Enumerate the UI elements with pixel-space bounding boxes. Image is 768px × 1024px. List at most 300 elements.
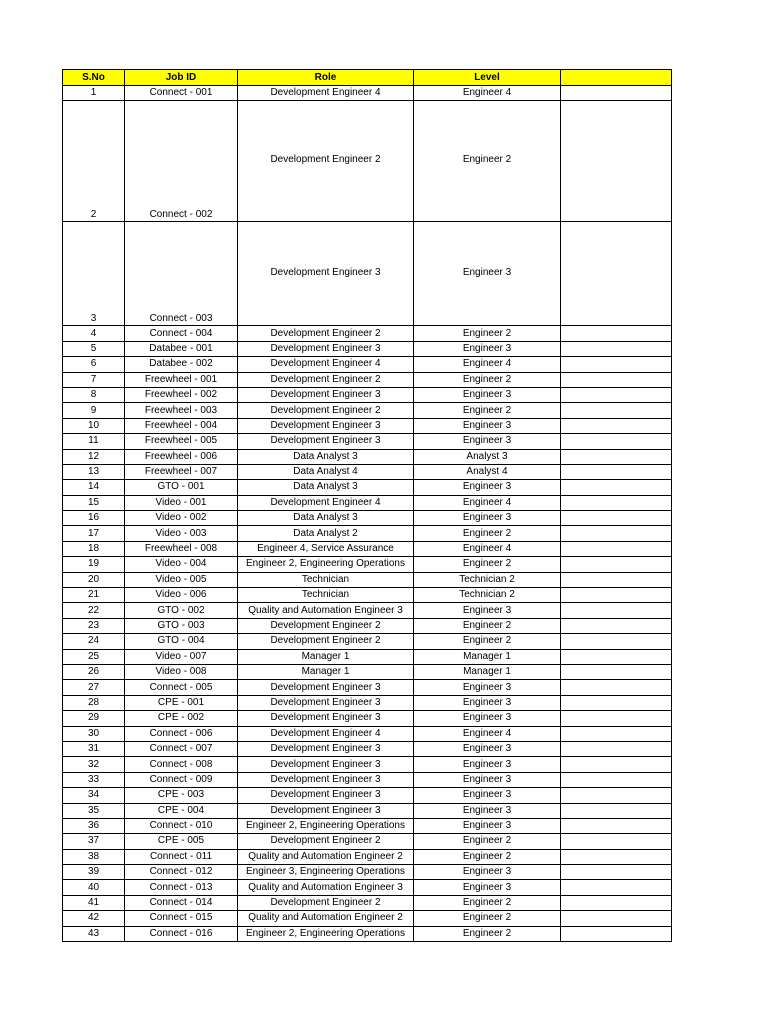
table-row xyxy=(63,101,672,222)
job-id-cell xyxy=(125,480,238,495)
table-row xyxy=(63,222,672,326)
sno-cell xyxy=(63,101,125,222)
job-id-cell xyxy=(125,541,238,556)
extra-cell xyxy=(561,495,672,510)
header-row xyxy=(63,70,672,86)
level-cell-text: Engineer 3 xyxy=(462,267,512,279)
role-cell xyxy=(238,772,414,787)
sno-cell-text: 39 xyxy=(87,866,100,878)
sno-cell-text: 15 xyxy=(87,496,100,508)
extra-cell xyxy=(561,741,672,756)
sno-cell xyxy=(63,434,125,449)
level-cell-text: Engineer 4 xyxy=(462,496,512,508)
extra-cell xyxy=(561,86,672,101)
level-cell xyxy=(414,511,561,526)
table-row xyxy=(63,757,672,772)
job-id-cell-text: GTO - 003 xyxy=(157,620,205,631)
table-row xyxy=(63,541,672,556)
job-id-cell xyxy=(125,741,238,756)
job-id-cell xyxy=(125,464,238,479)
level-cell-text: Engineer 3 xyxy=(462,804,512,816)
job-id-cell-text: Video - 008 xyxy=(155,666,207,678)
extra-cell xyxy=(561,101,672,222)
sno-cell-text: 26 xyxy=(87,666,100,678)
role-cell xyxy=(238,326,414,341)
extra-cell xyxy=(561,541,672,556)
sno-cell xyxy=(63,757,125,772)
sno-cell xyxy=(63,772,125,787)
extra-cell xyxy=(561,649,672,664)
role-cell-text: Development Engineer 4 xyxy=(270,87,381,99)
level-cell xyxy=(414,634,561,649)
extra-cell xyxy=(561,634,672,649)
job-id-cell-text: Freewheel - 008 xyxy=(144,543,218,555)
level-cell-text: Engineer 2 xyxy=(462,404,512,416)
role-cell xyxy=(238,726,414,741)
level-cell xyxy=(414,926,561,941)
sno-cell-text: 7 xyxy=(90,373,97,385)
level-cell-text: Engineer 3 xyxy=(462,881,512,893)
sno-cell xyxy=(63,726,125,741)
extra-cell xyxy=(561,418,672,433)
level-cell xyxy=(414,726,561,741)
sno-cell-text: 3 xyxy=(90,313,97,325)
sno-cell-text: 38 xyxy=(87,850,100,862)
table-row xyxy=(63,664,672,679)
sno-cell-text: 42 xyxy=(87,912,100,924)
table-row xyxy=(63,326,672,341)
sno-cell-text: 30 xyxy=(87,727,100,739)
role-cell-text: Development Engineer 2 xyxy=(270,835,381,847)
job-id-cell xyxy=(125,495,238,510)
role-cell xyxy=(238,834,414,849)
role-cell-text: Development Engineer 2 xyxy=(270,404,381,416)
sno-cell xyxy=(63,803,125,818)
job-id-cell-text: Freewheel - 004 xyxy=(144,419,218,431)
table-row xyxy=(63,86,672,101)
role-cell xyxy=(238,711,414,726)
role-cell-text: Quality and Automation Engineer 2 xyxy=(248,850,403,862)
job-id-cell xyxy=(125,911,238,926)
sno-cell xyxy=(63,86,125,101)
job-id-cell-text: Connect - 008 xyxy=(149,758,213,770)
extra-cell xyxy=(561,222,672,326)
table-row xyxy=(63,680,672,695)
job-id-cell-text: Connect - 016 xyxy=(149,927,213,939)
role-cell-text: Quality and Automation Engineer 3 xyxy=(248,604,403,616)
sno-cell xyxy=(63,588,125,603)
role-cell-text: Manager 1 xyxy=(301,650,350,662)
job-id-cell-text: Connect - 006 xyxy=(149,727,213,739)
role-cell xyxy=(238,372,414,387)
extra-cell xyxy=(561,464,672,479)
level-cell xyxy=(414,618,561,633)
job-id-cell xyxy=(125,788,238,803)
level-cell-text: Engineer 3 xyxy=(462,789,512,801)
job-id-cell xyxy=(125,926,238,941)
extra-cell xyxy=(561,387,672,402)
table-row xyxy=(63,711,672,726)
extra-cell xyxy=(561,603,672,618)
sno-cell-text: 19 xyxy=(87,558,100,570)
job-id-cell xyxy=(125,222,238,326)
level-cell xyxy=(414,588,561,603)
level-cell-text: Engineer 3 xyxy=(462,435,512,447)
level-cell-text: Engineer 3 xyxy=(462,743,512,755)
sno-cell-text: 11 xyxy=(88,435,99,447)
level-cell-text: Analyst 3 xyxy=(466,450,508,462)
role-cell-text: Technician xyxy=(301,589,350,601)
role-cell xyxy=(238,341,414,356)
level-cell xyxy=(414,757,561,772)
sno-cell xyxy=(63,741,125,756)
table-row xyxy=(63,865,672,880)
table-row xyxy=(63,357,672,372)
job-id-cell-text: Freewheel - 006 xyxy=(144,450,218,462)
job-id-cell xyxy=(125,834,238,849)
table-row xyxy=(63,818,672,833)
role-cell-text: Development Engineer 3 xyxy=(270,743,381,755)
job-id-cell-text: Video - 006 xyxy=(155,589,207,601)
sno-cell xyxy=(63,511,125,526)
role-cell xyxy=(238,603,414,618)
table-row xyxy=(63,418,672,433)
sno-cell-text: 18 xyxy=(87,543,100,555)
extra-cell xyxy=(561,403,672,418)
role-cell-text: Development Engineer 3 xyxy=(270,267,381,279)
level-cell xyxy=(414,526,561,541)
level-cell-text: Engineer 2 xyxy=(462,527,512,539)
sno-cell xyxy=(63,788,125,803)
level-cell xyxy=(414,403,561,418)
sno-cell-text: 37 xyxy=(87,835,100,847)
sno-cell-text: 10 xyxy=(87,419,100,431)
level-cell-text: Engineer 3 xyxy=(462,481,512,493)
sno-cell xyxy=(63,895,125,910)
level-cell xyxy=(414,464,561,479)
role-cell-text: Development Engineer 4 xyxy=(270,727,381,739)
job-id-cell-text: CPE - 003 xyxy=(157,789,205,801)
level-cell xyxy=(414,357,561,372)
level-cell-text: Engineer 2 xyxy=(462,927,512,939)
role-cell xyxy=(238,222,414,326)
role-cell xyxy=(238,434,414,449)
role-cell-text: Development Engineer 2 xyxy=(270,620,381,631)
role-cell-text: Data Analyst 3 xyxy=(293,481,358,493)
job-id-cell-text: Connect - 014 xyxy=(149,897,213,909)
sno-cell xyxy=(63,526,125,541)
role-cell-text: Data Analyst 3 xyxy=(293,450,358,462)
role-cell-text: Technician xyxy=(301,573,350,585)
job-id-cell xyxy=(125,434,238,449)
extra-cell xyxy=(561,926,672,941)
extra-cell xyxy=(561,511,672,526)
role-cell xyxy=(238,588,414,603)
extra-cell xyxy=(561,911,672,926)
role-cell xyxy=(238,557,414,572)
level-cell xyxy=(414,418,561,433)
table-row xyxy=(63,434,672,449)
job-id-cell xyxy=(125,849,238,864)
role-cell-text: Development Engineer 2 xyxy=(270,327,381,339)
sno-cell-text: 6 xyxy=(90,358,97,370)
extra-cell xyxy=(561,726,672,741)
table-row xyxy=(63,387,672,402)
sno-cell-text: 23 xyxy=(87,620,100,631)
level-cell xyxy=(414,541,561,556)
job-id-cell-text: Connect - 002 xyxy=(149,209,213,221)
job-id-cell xyxy=(125,772,238,787)
role-cell-text: Development Engineer 3 xyxy=(270,342,381,354)
role-cell xyxy=(238,101,414,222)
table-row xyxy=(63,557,672,572)
role-cell-text: Development Engineer 3 xyxy=(270,789,381,801)
level-cell xyxy=(414,880,561,895)
job-id-cell xyxy=(125,86,238,101)
sno-cell xyxy=(63,834,125,849)
table-row xyxy=(63,588,672,603)
sno-cell xyxy=(63,222,125,326)
table-row xyxy=(63,495,672,510)
job-id-cell xyxy=(125,649,238,664)
job-id-cell-text: Freewheel - 002 xyxy=(144,389,218,401)
level-cell-text: Engineer 2 xyxy=(462,373,512,385)
level-cell xyxy=(414,865,561,880)
role-cell xyxy=(238,541,414,556)
level-cell-text: Engineer 3 xyxy=(462,604,512,616)
job-table xyxy=(62,69,672,942)
job-id-cell-text: CPE - 002 xyxy=(157,712,205,724)
role-cell-text: Development Engineer 3 xyxy=(270,696,381,708)
table-row xyxy=(63,634,672,649)
sno-cell-text: 13 xyxy=(87,466,100,478)
extra-cell xyxy=(561,695,672,710)
level-cell xyxy=(414,449,561,464)
level-cell xyxy=(414,557,561,572)
table-row xyxy=(63,849,672,864)
level-cell-text: Engineer 3 xyxy=(462,712,512,724)
job-id-cell xyxy=(125,634,238,649)
sno-cell-text: 24 xyxy=(87,635,100,647)
table-row xyxy=(63,788,672,803)
job-id-cell-text: CPE - 004 xyxy=(157,804,205,816)
sno-cell xyxy=(63,618,125,633)
job-id-cell-text: Connect - 004 xyxy=(149,327,213,339)
role-cell-text: Data Analyst 3 xyxy=(293,512,358,524)
job-id-cell-text: Connect - 009 xyxy=(149,773,213,785)
sno-cell xyxy=(63,926,125,941)
job-id-cell xyxy=(125,695,238,710)
job-id-cell-text: Connect - 005 xyxy=(149,681,213,693)
role-cell-text: Manager 1 xyxy=(301,666,350,678)
table-row xyxy=(63,618,672,633)
role-cell-text: Development Engineer 2 xyxy=(270,897,381,909)
role-cell xyxy=(238,818,414,833)
level-cell-text: Engineer 3 xyxy=(462,681,512,693)
job-id-cell-text: Video - 001 xyxy=(155,496,207,508)
role-cell xyxy=(238,680,414,695)
job-id-cell xyxy=(125,403,238,418)
role-cell-text: Data Analyst 2 xyxy=(293,527,358,539)
table-row xyxy=(63,464,672,479)
job-id-cell-text: Databee - 002 xyxy=(149,358,213,370)
level-cell xyxy=(414,664,561,679)
role-cell-text: Engineer 2, Engineering Operations xyxy=(246,558,405,570)
sno-cell-text: 36 xyxy=(87,820,100,832)
extra-cell xyxy=(561,449,672,464)
level-cell xyxy=(414,603,561,618)
role-cell xyxy=(238,849,414,864)
job-id-cell-text: Freewheel - 001 xyxy=(144,373,218,385)
role-cell-text: Engineer 2, Engineering Operations xyxy=(246,927,405,939)
job-id-cell xyxy=(125,588,238,603)
extra-cell xyxy=(561,526,672,541)
level-cell-text: Engineer 3 xyxy=(462,820,512,832)
job-id-cell xyxy=(125,557,238,572)
sno-cell-text: 41 xyxy=(87,897,100,909)
job-id-cell-text: Connect - 001 xyxy=(149,87,213,99)
level-cell xyxy=(414,911,561,926)
sno-cell-text: 14 xyxy=(87,481,100,493)
role-cell xyxy=(238,618,414,633)
level-cell-text: Engineer 3 xyxy=(462,773,512,785)
role-cell xyxy=(238,449,414,464)
role-cell xyxy=(238,895,414,910)
job-id-cell-text: Freewheel - 007 xyxy=(144,466,218,478)
sno-cell xyxy=(63,372,125,387)
level-cell xyxy=(414,372,561,387)
level-cell-text: Engineer 2 xyxy=(462,620,512,631)
level-cell-text: Manager 1 xyxy=(463,666,511,678)
sno-cell-text: 33 xyxy=(87,773,100,785)
sno-cell-text: 12 xyxy=(87,450,100,462)
level-cell xyxy=(414,572,561,587)
extra-cell xyxy=(561,788,672,803)
extra-cell xyxy=(561,357,672,372)
sno-cell xyxy=(63,464,125,479)
role-cell xyxy=(238,741,414,756)
level-cell-text: Engineer 3 xyxy=(462,512,512,524)
table-row xyxy=(63,926,672,941)
role-cell-text: Quality and Automation Engineer 2 xyxy=(248,912,403,924)
job-id-cell xyxy=(125,895,238,910)
sno-cell-text: 27 xyxy=(87,681,100,693)
job-id-cell-text: Connect - 007 xyxy=(149,743,213,755)
role-cell-text: Development Engineer 3 xyxy=(270,435,381,447)
job-id-cell xyxy=(125,803,238,818)
role-cell xyxy=(238,664,414,679)
role-cell xyxy=(238,926,414,941)
job-id-cell xyxy=(125,526,238,541)
level-cell xyxy=(414,741,561,756)
job-id-cell xyxy=(125,865,238,880)
extra-cell xyxy=(561,803,672,818)
level-cell-text: Engineer 3 xyxy=(462,389,512,401)
level-cell-text: Technician 2 xyxy=(459,573,515,585)
level-cell xyxy=(414,480,561,495)
job-id-cell-text: Connect - 015 xyxy=(149,912,213,924)
sno-cell-text: 8 xyxy=(90,389,97,401)
job-id-cell xyxy=(125,101,238,222)
sno-cell xyxy=(63,449,125,464)
role-cell xyxy=(238,511,414,526)
extra-cell xyxy=(561,326,672,341)
role-cell xyxy=(238,695,414,710)
role-cell-text: Engineer 4, Service Assurance xyxy=(257,543,394,555)
role-cell xyxy=(238,634,414,649)
job-id-cell-text: Video - 007 xyxy=(155,650,207,662)
role-cell-text: Development Engineer 2 xyxy=(270,635,381,647)
sno-cell xyxy=(63,865,125,880)
table-row xyxy=(63,526,672,541)
sno-cell-text: 35 xyxy=(87,804,100,816)
sno-cell xyxy=(63,695,125,710)
sno-cell xyxy=(63,664,125,679)
sno-cell xyxy=(63,572,125,587)
table-row xyxy=(63,895,672,910)
sno-cell-text: 2 xyxy=(90,209,97,221)
sno-cell xyxy=(63,357,125,372)
table-row xyxy=(63,341,672,356)
level-cell xyxy=(414,788,561,803)
table-row xyxy=(63,772,672,787)
sno-cell-text: 16 xyxy=(87,512,100,524)
level-cell xyxy=(414,849,561,864)
job-id-cell-text: Connect - 013 xyxy=(149,881,213,893)
sno-cell-text: 28 xyxy=(87,696,100,708)
job-id-cell xyxy=(125,711,238,726)
extra-cell xyxy=(561,680,672,695)
job-id-cell xyxy=(125,387,238,402)
role-cell-text: Development Engineer 3 xyxy=(270,773,381,785)
level-cell-text: Engineer 2 xyxy=(462,154,512,166)
sno-cell xyxy=(63,495,125,510)
extra-cell xyxy=(561,618,672,633)
level-cell-text: Analyst 4 xyxy=(466,466,508,478)
level-cell-text: Engineer 4 xyxy=(462,543,512,555)
level-cell xyxy=(414,326,561,341)
job-id-cell xyxy=(125,603,238,618)
job-id-cell-text: CPE - 001 xyxy=(157,696,205,708)
sno-cell xyxy=(63,649,125,664)
header-role: Role xyxy=(238,70,414,86)
table-row xyxy=(63,741,672,756)
job-id-cell xyxy=(125,372,238,387)
job-id-cell xyxy=(125,449,238,464)
sno-cell-text: 43 xyxy=(87,927,100,939)
role-cell xyxy=(238,403,414,418)
level-cell-text: Engineer 2 xyxy=(462,327,512,339)
table-row xyxy=(63,803,672,818)
job-id-cell-text: Freewheel - 005 xyxy=(144,435,218,447)
extra-cell xyxy=(561,865,672,880)
job-id-cell-text: Databee - 001 xyxy=(149,342,213,354)
level-cell xyxy=(414,387,561,402)
level-cell-text: Engineer 2 xyxy=(462,835,512,847)
level-cell-text: Manager 1 xyxy=(463,650,511,662)
level-cell xyxy=(414,86,561,101)
extra-cell xyxy=(561,588,672,603)
level-cell-text: Engineer 3 xyxy=(462,866,512,878)
role-cell-text: Quality and Automation Engineer 3 xyxy=(248,881,403,893)
table-row xyxy=(63,603,672,618)
job-id-cell-text: CPE - 005 xyxy=(157,835,205,847)
level-cell xyxy=(414,772,561,787)
sno-cell-text: 5 xyxy=(90,342,97,354)
extra-cell xyxy=(561,434,672,449)
role-cell xyxy=(238,649,414,664)
extra-cell xyxy=(561,895,672,910)
